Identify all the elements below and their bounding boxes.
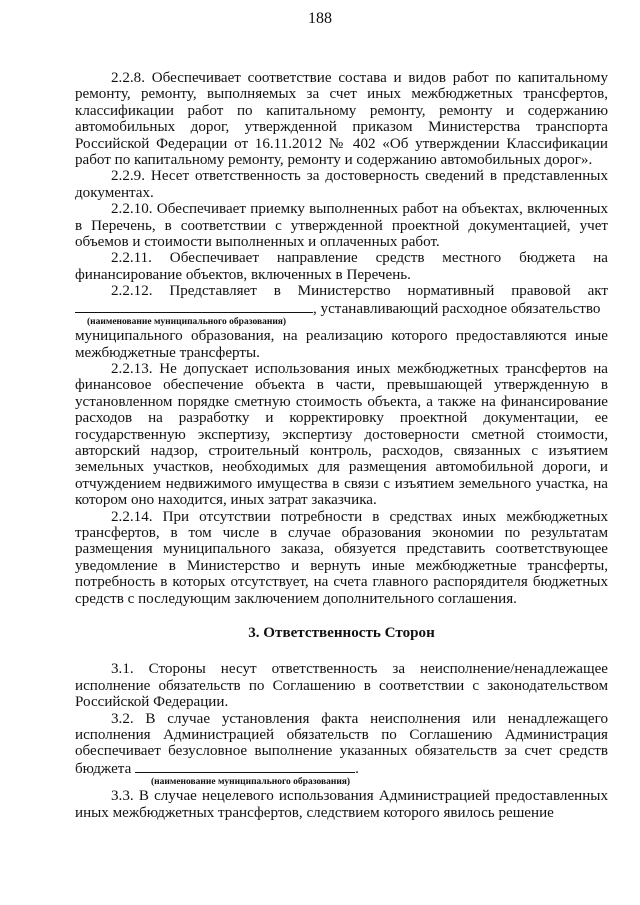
paragraph-2-2-11: 2.2.11. Обеспечивает направление средств местного бюджета на финансирование объектов, включенных в Перечень. — [75, 250, 608, 283]
blank-caption-2: (наименование муниципального образования) — [151, 777, 351, 788]
paragraph-3-2-text: 3.2. В случае установления факта неисполнения или ненадлежащего исполнения Администрацией обязательств по Соглашению Администрация обеспечивает безусловное выполнение указанных обязательств за счет средств бюджета — [75, 710, 608, 777]
paragraph-2-2-12-end: муниципального образования, на реализацию которого предоставляются иные межбюджетные трансферты. — [75, 328, 608, 361]
paragraph-3-2-end: . — [355, 760, 359, 777]
paragraph-2-2-13: 2.2.13. Не допускает использования иных межбюджетных трансфертов на финансовое обеспечение объекта в части, превышающей утвержденную в установленном порядке сметную стоимость объекта, а также на финансирование расходов на разработку и корректировку проектной документации, ее государственную экспертизу, экспертизу достоверности сметной стоимости, авторский надзор, строительный контроль, расходов, связанных с изъятием земельных участков, необходимых для размещения автомобильной дороги, и отчуждением недвижимого имущества в связи с изъятием земельного участка, на котором оно находится, иных затрат заказчика. — [75, 360, 608, 509]
blank-municipality-name — [75, 300, 313, 313]
paragraph-3-1: 3.1. Стороны несут ответственность за неисполнение/ненадлежащее исполнение обязательств по Соглашению в соответствии с законодательством Российской Федерации. — [75, 661, 608, 711]
section-heading: 3. Ответственность Сторон — [248, 625, 435, 641]
paragraph-2-2-14: 2.2.14. При отсутствии потребности в средствах иных межбюджетных трансфертов, в том числе в случае образования экономии по результатам размещения муниципального заказа, обязуется представить соответствующее уведомление в Министерство и вернуть иные межбюджетные трансферты, потребность в которых отсутствует, на счета главного распорядителя бюджетных средств с последующим заключением дополнительного соглашения. — [75, 508, 608, 607]
paragraph-2-2-10: 2.2.10. Обеспечивает приемку выполненных работ на объектах, включенных в Перечень, в соответствии с утвержденной проектной документацией, учет объемов и стоимости выполненных и оплаченных работ. — [75, 201, 608, 251]
paragraph-2-2-12-continued: , устанавливающий расходное обязательство — [313, 300, 601, 317]
paragraph-2-2-12-start: 2.2.12. Представляет в Министерство нормативный правовой акт — [111, 283, 608, 300]
paragraph-2-2-9: 2.2.9. Несет ответственность за достоверность сведений в представленных документах. — [75, 168, 608, 201]
document-body — [75, 70, 608, 821]
page-number: 188 — [308, 10, 332, 27]
blank-municipality-name-2 — [135, 760, 355, 773]
paragraph-3-2 — [75, 711, 608, 778]
paragraph-2-2-8: 2.2.8. Обеспечивает соответствие состава и видов работ по капитальному ремонту, ремонту, выполняемых за счет иных межбюджетных трансфертов, классификации работ по капитальному ремонту, ремонту и содержанию автомобильных дорог, утвержденной приказом Министерства транспорта Российской Федерации от 16.11.2012 № 402 «Об утверждении Классификации работ по капитальному ремонту, ремонту и содержанию автомобильных дорог». — [75, 70, 608, 169]
paragraph-2-2-12-fill-line — [75, 300, 608, 317]
blank-caption: (наименование муниципального образования) — [87, 317, 287, 328]
paragraph-3-3: 3.3. В случае нецелевого использования Администрацией предоставленных иных межбюджетных трансфертов, следствием которого явилось решение — [75, 788, 608, 821]
